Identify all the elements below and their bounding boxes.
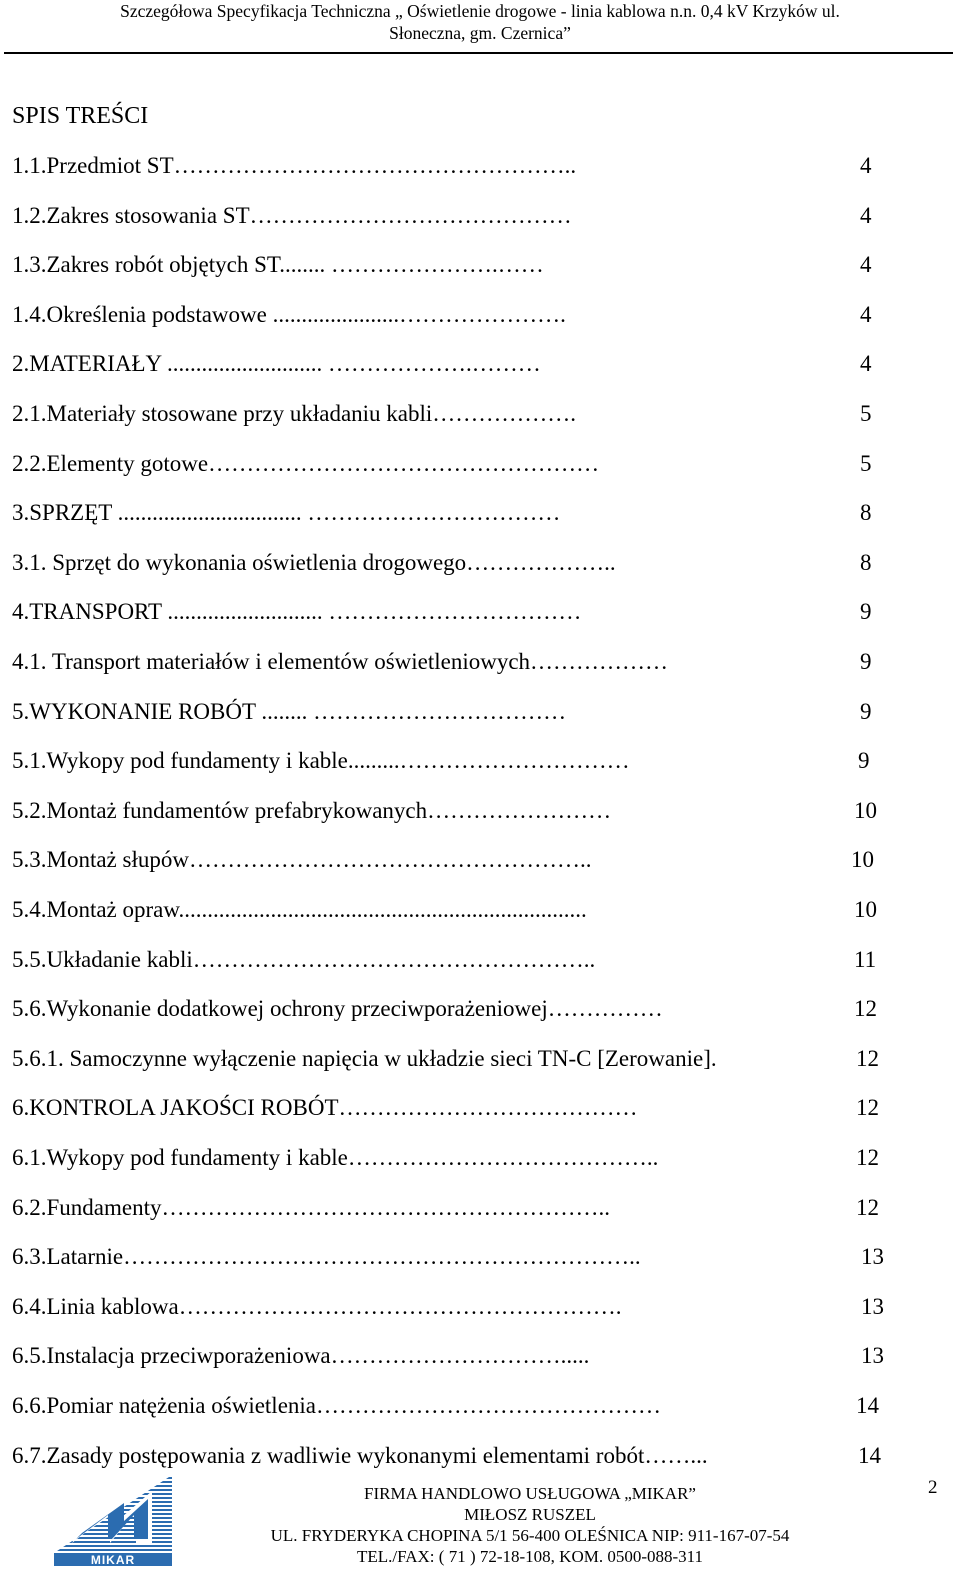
toc-entry-page: 12 <box>856 1095 879 1121</box>
toc-entry <box>12 1244 952 1276</box>
toc-entry <box>12 252 952 284</box>
toc-entry-page: 9 <box>860 649 872 674</box>
toc-entry-page: 14 <box>858 1442 881 1468</box>
toc-entry-label: 6.7.Zasady postępowania z wadliwie wykonanymi elementami robót……... <box>12 1442 708 1468</box>
toc-entry-label: 5.WYKONANIE ROBÓT ........ …………………………… <box>12 698 567 724</box>
footer-company: FIRMA HANDLOWO USŁUGOWA „MIKAR” <box>364 1484 696 1503</box>
toc-entry <box>12 1443 952 1475</box>
toc-entry-page: 13 <box>861 1343 884 1369</box>
document-header <box>0 0 960 44</box>
toc-entry-label: 6.6.Pomiar natężenia oświetlenia……………………………………… <box>12 1393 662 1418</box>
toc-entry-label: 5.5.Układanie kabli…………………………………………….. <box>12 946 596 972</box>
toc-entry <box>12 1046 952 1078</box>
toc-entry-page: 4 <box>860 301 872 327</box>
toc-entry <box>12 897 952 929</box>
toc-entry-label: 1.1.Przedmiot ST…………………………………………….. <box>12 153 577 178</box>
toc-entry <box>12 847 952 879</box>
toc-entry <box>12 550 952 582</box>
toc-entry-page: 12 <box>856 1145 879 1170</box>
toc-entry-page: 4 <box>860 351 872 377</box>
toc-entry <box>12 748 952 780</box>
toc-entry <box>12 1095 952 1127</box>
toc-entry-label: 5.4.Montaż opraw....................................................................... <box>12 897 587 922</box>
toc-entry-label: 1.2.Zakres stosowania ST…………………………………… <box>12 202 572 228</box>
toc-entry-label: 6.5.Instalacja przeciwporażeniowa…………………………..... <box>12 1343 590 1369</box>
page-number: 2 <box>928 1477 938 1498</box>
toc-entry-page: 5 <box>860 450 872 476</box>
toc-entry-page: 13 <box>861 1293 884 1319</box>
toc-entry-page: 4 <box>860 153 872 178</box>
header-rule <box>4 52 953 54</box>
toc-entry <box>12 1343 952 1375</box>
toc-entry-label: 5.2.Montaż fundamentów prefabrykowanych…………………… <box>12 797 612 823</box>
footer-owner: MIŁOSZ RUSZEL <box>464 1505 596 1524</box>
toc-entry-label: 2.1.Materiały stosowane przy układaniu kabli………………. <box>12 401 577 426</box>
toc-entry-page: 11 <box>854 946 877 972</box>
toc-entry-label: 5.3.Montaż słupów…………………………………………….. <box>12 847 592 873</box>
toc-entry-page: 5 <box>860 401 872 426</box>
toc-entry-label: 6.KONTROLA JAKOŚCI ROBÓT………………………………… <box>12 1095 638 1121</box>
toc-entry <box>12 699 952 731</box>
footer-company-info <box>240 1483 820 1567</box>
toc-entry <box>12 947 952 979</box>
toc-entry-page: 9 <box>860 599 872 625</box>
toc-entry-label: 1.4.Określenia podstawowe ......................…………………. <box>12 301 566 327</box>
mikar-logo <box>52 1473 176 1567</box>
toc-entry-page: 8 <box>860 549 872 575</box>
toc-entry-label: 5.1.Wykopy pod fundamenty i kable.........………………………… <box>12 748 630 774</box>
toc-entry <box>12 1393 952 1425</box>
svg-text:MIKAR: MIKAR <box>90 1553 136 1567</box>
toc-entry-label: 4.TRANSPORT ........................... …………………………… <box>12 599 582 625</box>
toc-entry-page: 9 <box>858 748 870 774</box>
toc-entry <box>12 996 952 1028</box>
toc-entry <box>12 798 952 830</box>
toc-entry-label: 2.2.Elementy gotowe…………………………………………… <box>12 450 600 476</box>
toc-entry <box>12 203 952 235</box>
toc-entry-label: 3.1. Sprzęt do wykonania oświetlenia drogowego……………….. <box>12 549 616 575</box>
toc-entry <box>12 351 952 383</box>
footer-contact: TEL./FAX: ( 71 ) 72-18-108, KOM. 0500-088-311 <box>356 1547 704 1566</box>
toc-entry-label: 5.6.1. Samoczynne wyłączenie napięcia w układzie sieci TN-C [Zerowanie]. <box>12 1045 717 1071</box>
toc-entry <box>12 599 952 631</box>
toc-entry-label: 2.MATERIAŁY ........................... ……………….……… <box>12 351 541 377</box>
header-line-2: Słoneczna, gm. Czernica” <box>389 23 571 43</box>
toc-entry-page: 10 <box>851 847 874 873</box>
header-line-1: Szczegółowa Specyfikacja Techniczna „ Oświetlenie drogowe - linia kablowa n.n. 0,4 kV Krzyków ul. <box>120 1 840 21</box>
toc-entry-page: 8 <box>860 500 872 526</box>
toc-entry-label: 1.3.Zakres robót objętych ST........ ………………….…… <box>12 252 544 278</box>
footer-address: UL. FRYDERYKA CHOPINA 5/1 56-400 OLEŚNICA NIP: 911-167-07-54 <box>270 1526 790 1545</box>
toc-entry-label: 6.3.Latarnie………………………………………………………….. <box>12 1244 641 1270</box>
toc-entry-label: 3.SPRZĘT ................................ …………………………… <box>12 500 561 526</box>
toc-entry-label: 5.6.Wykonanie dodatkowej ochrony przeciwporażeniowej…………… <box>12 996 663 1022</box>
toc-entry <box>12 1294 952 1326</box>
toc-entry-label: 6.4.Linia kablowa…………………………………………………. <box>12 1293 622 1319</box>
toc-title: SPIS TREŚCI <box>12 103 149 129</box>
toc-entry-page: 10 <box>854 897 877 922</box>
toc-entry-page: 12 <box>854 996 877 1022</box>
toc-entry-page: 12 <box>856 1194 879 1220</box>
toc-entry-page: 12 <box>856 1045 879 1071</box>
toc-entry <box>12 1145 952 1177</box>
toc-entry-page: 4 <box>860 202 872 228</box>
toc-entry <box>12 451 952 483</box>
toc-entry-label: 4.1. Transport materiałów i elementów oświetleniowych……………… <box>12 649 669 674</box>
toc-entry <box>12 649 952 681</box>
toc-entry-page: 13 <box>861 1244 884 1270</box>
toc-entry <box>12 500 952 532</box>
toc-entry-page: 4 <box>860 252 872 278</box>
toc-entry-page: 10 <box>854 797 877 823</box>
toc-entry-page: 14 <box>856 1393 879 1418</box>
toc-entry-page: 9 <box>860 698 872 724</box>
toc-entry <box>12 1195 952 1227</box>
toc-entry <box>12 153 952 185</box>
toc-entry <box>12 401 952 433</box>
toc-entry-label: 6.1.Wykopy pod fundamenty i kable………………………………….. <box>12 1145 659 1170</box>
toc-entry-label: 6.2.Fundamenty………………………………………………….. <box>12 1194 610 1220</box>
toc-entry <box>12 302 952 334</box>
